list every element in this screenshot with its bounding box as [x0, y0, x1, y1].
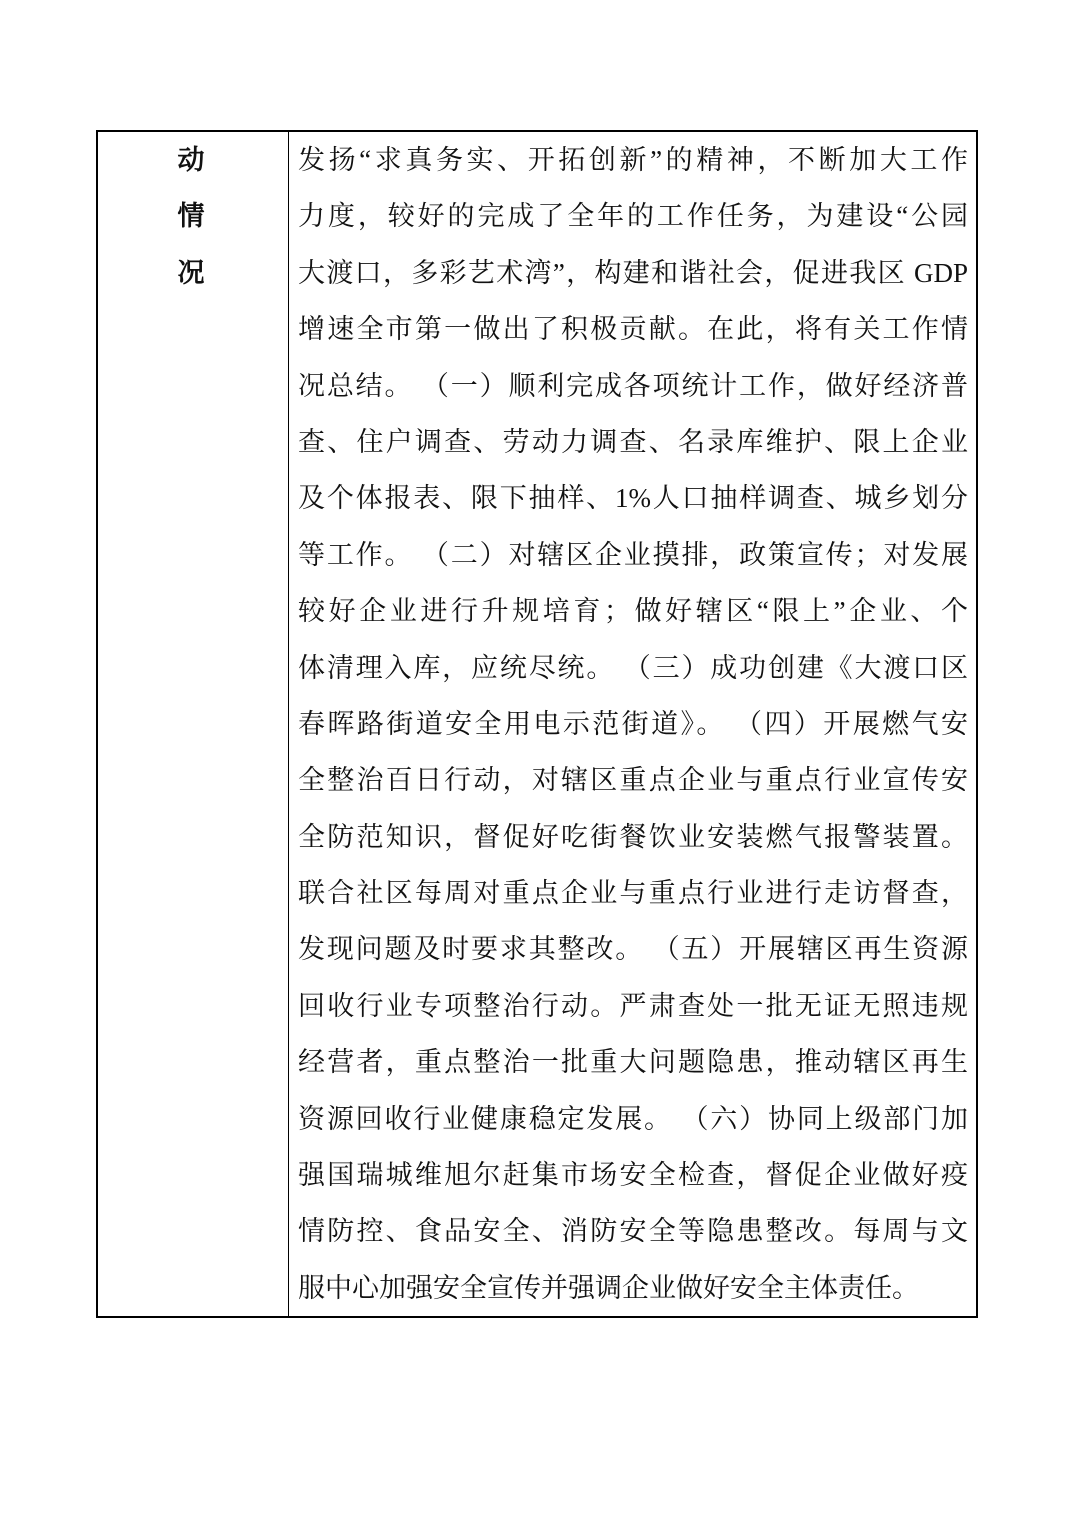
- body-line: 及个体报表、限下抽样、1%人口抽样调查、城乡划分: [298, 483, 968, 514]
- body-line: 况总结。 （一）顺利完成各项统计工作，做好经济普: [298, 370, 968, 401]
- body-line: 较好企业进行升规培育；做好辖区“限上”企业、个: [298, 596, 968, 627]
- body-line: 强国瑞城维旭尔赶集市场安全检查，督促企业做好疫: [298, 1160, 968, 1191]
- row-label-char: 况: [177, 257, 205, 288]
- body-line: 经营者，重点整治一批重大问题隐患，推动辖区再生: [298, 1047, 968, 1078]
- body-line: 查、住户调查、劳动力调查、名录库维护、限上企业: [298, 426, 968, 457]
- row-label: [96, 132, 286, 301]
- body-line: 体清理入库，应统尽统。 （三）成功创建《大渡口区: [298, 652, 968, 683]
- body-line: 服中心加强安全宣传并强调企业做好安全主体责任。: [298, 1272, 919, 1303]
- body-line: 全整治百日行动，对辖区重点企业与重点行业宣传安: [298, 765, 968, 796]
- body-line: 增速全市第一做出了积极贡献。在此，将有关工作情: [298, 314, 968, 345]
- body-line: 联合社区每周对重点企业与重点行业进行走访督查，: [298, 878, 968, 909]
- column-divider: [288, 132, 289, 1316]
- body-text: [298, 132, 968, 1316]
- body-line: 资源回收行业健康稳定发展。 （六）协同上级部门加: [298, 1103, 968, 1134]
- body-line: 回收行业专项整治行动。严肃查处一批无证无照违规: [298, 990, 968, 1021]
- body-line: 情防控、食品安全、消防安全等隐患整改。每周与文: [298, 1216, 968, 1247]
- body-line: 发现问题及时要求其整改。 （五）开展辖区再生资源: [298, 934, 968, 965]
- row-label-char: 动: [177, 145, 205, 175]
- body-line: 全防范知识，督促好吃街餐饮业安装燃气报警装置。: [298, 821, 968, 852]
- body-line: 大渡口，多彩艺术湾”，构建和谐社会，促进我区 GDP: [298, 257, 968, 288]
- row-label-char: 情: [177, 201, 205, 232]
- body-line: 等工作。 （二）对辖区企业摸排，政策宣传；对发展: [298, 539, 968, 570]
- body-line: 发扬“求真务实、开拓创新”的精神，不断加大工作: [298, 145, 968, 175]
- body-line: 力度，较好的完成了全年的工作任务，为建设“公园: [298, 201, 968, 232]
- body-line: 春晖路街道安全用电示范街道》。 （四）开展燃气安: [298, 708, 968, 739]
